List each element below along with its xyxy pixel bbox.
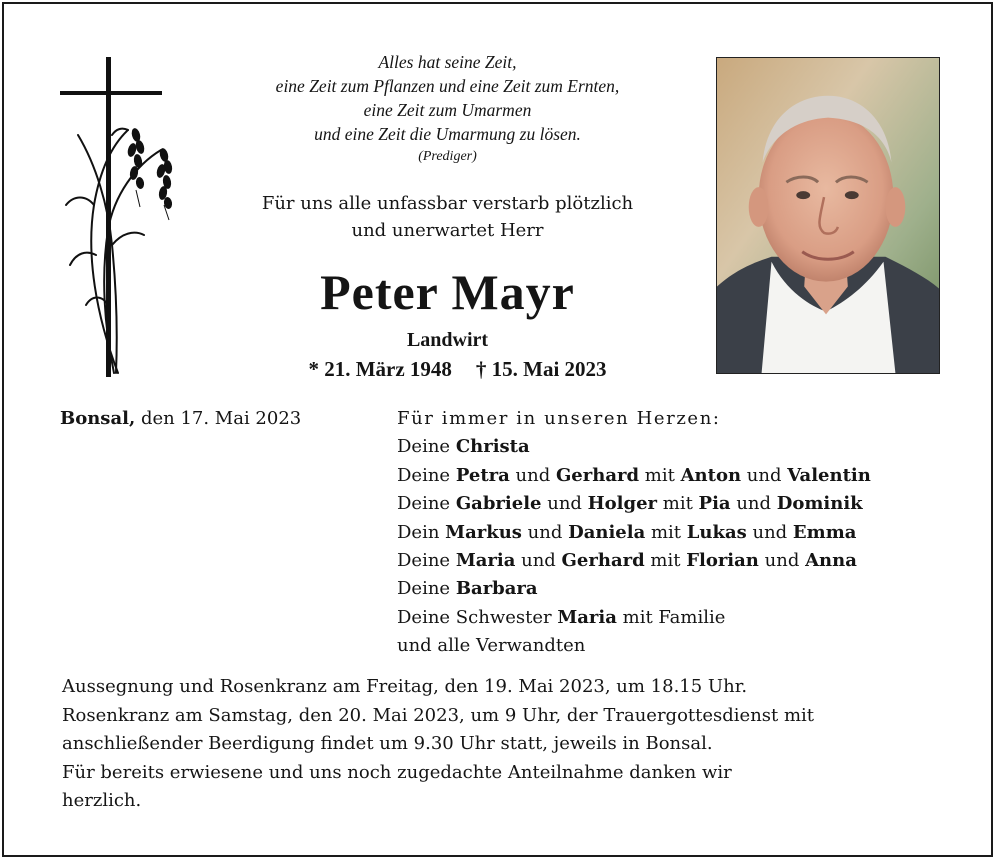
notice-line: Für bereits erwiesene und uns noch zugedachte Anteilnahme danken wir — [62, 761, 732, 783]
birth-date: * 21. März 1948 — [308, 357, 452, 381]
place-and-date — [60, 405, 301, 432]
mourner-line — [397, 575, 871, 603]
mourner-lines — [397, 433, 871, 660]
mourner-line — [397, 433, 871, 461]
mourner-name: Christa — [455, 436, 530, 458]
life-dates — [215, 355, 700, 383]
mourner-text: mit — [639, 464, 681, 486]
announcement-date: den 17. Mai 2023 — [140, 408, 302, 429]
mourner-name: Anna — [805, 550, 857, 572]
mourner-name: Maria — [557, 606, 617, 628]
mourner-name: Maria — [455, 550, 516, 572]
deceased-name: Peter Mayr — [320, 264, 575, 320]
mourner-text: mit — [644, 550, 687, 572]
cross-with-wheat-icon — [56, 55, 186, 380]
mourner-name: Markus — [445, 521, 522, 543]
mourner-text: und — [758, 550, 806, 572]
mourner-name: Gerhard — [555, 464, 640, 486]
mourner-name: Emma — [792, 521, 857, 543]
mourner-text: und alle Verwandten — [397, 635, 586, 657]
place-name: Bonsal, — [60, 408, 136, 429]
mourner-text: Deine — [397, 464, 456, 486]
mourner-text: Deine Schwester — [397, 606, 558, 628]
mourner-line — [397, 462, 871, 490]
intro-line: Für uns alle unfassbar verstarb plötzlich — [261, 193, 634, 214]
quote-line: und eine Zeit die Umarmung zu lösen. — [314, 124, 581, 144]
announcement-intro — [215, 190, 680, 244]
death-date: † 15. Mai 2023 — [475, 357, 607, 381]
funeral-notice — [62, 673, 962, 816]
mourner-text: Dein — [397, 521, 446, 543]
mourner-name: Valentin — [787, 464, 871, 486]
mourner-text: und — [515, 550, 562, 572]
mourner-text: Deine — [397, 550, 456, 572]
mourner-text: mit — [645, 521, 687, 543]
mourners-heading: Für immer in unseren Herzen: — [397, 408, 721, 429]
mourner-text: mit Familie — [616, 606, 726, 628]
bible-quote — [215, 50, 680, 168]
mourner-text: und — [541, 493, 588, 515]
mourner-line — [397, 490, 871, 518]
deceased-profession: Landwirt — [406, 329, 489, 351]
quote-line: Alles hat seine Zeit, — [378, 52, 517, 72]
mourner-text: und — [730, 493, 777, 515]
quote-source: (Prediger) — [418, 149, 477, 164]
mourner-name: Gerhard — [561, 550, 645, 572]
mourner-name: Florian — [686, 550, 759, 572]
quote-line: eine Zeit zum Umarmen — [363, 100, 532, 120]
mourner-text: Deine — [397, 436, 456, 458]
mourner-text: und — [521, 521, 569, 543]
intro-line: und unerwartet Herr — [351, 220, 544, 241]
quote-line: eine Zeit zum Pflanzen und eine Zeit zum Ernten, — [275, 76, 620, 96]
notice-line: Aussegnung und Rosenkranz am Freitag, den 19. Mai 2023, um 18.15 Uhr. — [62, 676, 748, 697]
mourner-name: Gabriele — [455, 493, 542, 515]
mourner-line — [397, 604, 871, 632]
mourner-name: Barbara — [455, 578, 538, 600]
mourner-name: Anton — [680, 464, 742, 486]
mourner-name: Petra — [455, 464, 510, 486]
mourner-text: Deine — [397, 493, 456, 515]
mourner-text: und — [509, 464, 556, 486]
mourner-name: Daniela — [568, 521, 646, 543]
mourner-line — [397, 519, 871, 547]
notice-line: Rosenkranz am Samstag, den 20. Mai 2023, um 9 Uhr, der Trauergottesdienst mit — [62, 704, 815, 726]
mourner-name: Dominik — [776, 493, 863, 515]
portrait-photo — [716, 57, 940, 374]
mourner-name: Pia — [698, 493, 731, 515]
mourner-text: und — [741, 464, 788, 486]
notice-line: anschließender Beerdigung findet um 9.30 Uhr statt, jeweils in Bonsal. — [62, 733, 713, 754]
mourner-text: mit — [657, 493, 699, 515]
notice-line: herzlich. — [62, 790, 142, 811]
mourner-line — [397, 632, 871, 660]
mourner-text: Deine — [397, 578, 456, 600]
mourner-text: und — [746, 521, 793, 543]
mourner-line — [397, 547, 871, 575]
mourner-name: Holger — [587, 493, 658, 515]
mourners-list — [397, 405, 871, 661]
mourner-name: Lukas — [686, 521, 747, 543]
